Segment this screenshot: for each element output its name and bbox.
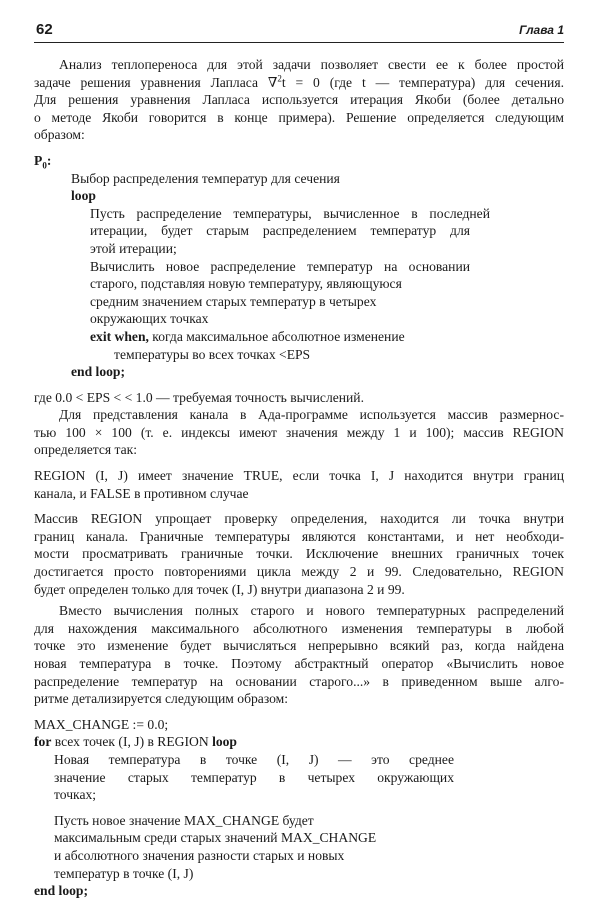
text-line: задаче решения уравнения Лапласа ∇$^2$t = 0 (где t — температура) для сечения. (34, 73, 564, 90)
text-line: точке это изменение будет вычисляться непрерывно всякий раз, когда найдена (34, 638, 564, 654)
text-line: Массив REGION упрощает проверку определения, находится ли точка внутри (34, 511, 564, 527)
compute-paragraph (34, 602, 564, 708)
keyword-exit-when: exit when, (90, 328, 149, 344)
text-line: Вместо вычисления полных старого и нового температурных распределений (59, 603, 564, 619)
code-line: Пусть распределение температуры, вычисленное в последней (90, 205, 490, 221)
text-line: определяется так: (34, 442, 138, 458)
keyword-end-loop: end loop; (71, 364, 126, 380)
region-definition (34, 467, 564, 502)
code-line: старого, подставляя новую температуру, являющуюся (90, 276, 402, 292)
code-line: значение старых температур в четырех окружающих (54, 769, 454, 785)
intro-paragraph (34, 56, 564, 144)
code-line: итерации, будет старым распределением температур для (90, 223, 470, 239)
algorithm-label: $P_0$: (34, 152, 52, 171)
text-line: будет определен только для точек (I, J) внутри диапазона 2 и 99. (34, 581, 405, 597)
text-line: Для представления канала в Ада-программе используется массив размернос- (59, 407, 564, 423)
code-line: максимальным среди старых значений MAX_CHANGE (54, 830, 377, 846)
region-paragraph (34, 406, 564, 459)
text-line: образом: (34, 127, 85, 143)
text-line: о методе Якоби говорится в конце примера). Решение определяется следующим (34, 109, 564, 125)
code-line: Новая температура в точке (I, J) — это среднее (54, 751, 454, 767)
text-line: распределение температур на основании старого...» в приведенном выше алго- (34, 673, 564, 689)
page-body (34, 56, 564, 900)
code-line: температуры во всех точках <EPS (114, 346, 311, 362)
region-simplify-paragraph (34, 510, 564, 598)
code-line: exit when, когда максимальное абсолютное изменение (90, 328, 405, 344)
code-line: Вычислить новое распределение температур на основании (90, 258, 470, 274)
text-line: границ канала. Граничные температуры являются константами, и нет необходи- (34, 528, 564, 544)
text-line: для нахождения максимального абсолютного изменения температуры в любой (34, 620, 564, 636)
chapter-title: Глава 1 (519, 23, 564, 37)
text-line: REGION (I, J) имеет значение TRUE, если точка I, J находится внутри границ (34, 468, 564, 484)
text-line: Для решения уравнения Лапласа используется итерация Якоби (более детально (34, 92, 564, 108)
code-line: MAX_CHANGE := 0.0; (34, 716, 169, 732)
keyword-loop: loop (212, 734, 237, 750)
text-line: достигается просто повторениями цикла между 2 и 99. Следовательно, REGION (34, 564, 564, 580)
text-line: новая температура в точке. Поэтому абстрактный оператор «Вычислить новое (34, 656, 564, 671)
code-line: точках; (54, 787, 97, 803)
algorithm-max-change (34, 716, 564, 900)
code-line: средним значением старых температур в четырех (90, 293, 377, 309)
code-line: Пусть новое значение MAX_CHANGE будет (54, 812, 314, 828)
page-number: 62 (36, 21, 53, 38)
text-line: канала, и FALSE в противном случае (34, 485, 249, 501)
running-header (34, 20, 564, 43)
code-line: температур в точке (I, J) (54, 865, 194, 881)
keyword-for: for (34, 734, 52, 750)
eps-note: где 0.0 < EPS < < 1.0 — требуемая точность вычислений. (34, 389, 364, 405)
text-line: ритме детализируется следующим образом: (34, 691, 289, 707)
text-line: Анализ теплопереноса для этой задачи позволяет свести ее к более простой (59, 57, 564, 72)
code-line: окружающих точках (90, 311, 209, 327)
code-line: for всех точек (I, J) в REGION loop (34, 734, 237, 750)
keyword-loop: loop (71, 188, 96, 204)
code-line: и абсолютного значения разности старых и новых (54, 847, 345, 863)
text-line: мости просматривать граничные точки. Исключение внешних граничных точек (34, 546, 564, 562)
code-line: этой итерации; (90, 240, 177, 256)
text-line: тью 100 × 100 (т. е. индексы имеют значения между 1 и 100); массив REGION (34, 424, 564, 440)
algorithm-p0 (34, 152, 564, 381)
keyword-end-loop: end loop; (34, 883, 89, 899)
code-line: Выбор распределения температур для сечения (71, 170, 340, 186)
